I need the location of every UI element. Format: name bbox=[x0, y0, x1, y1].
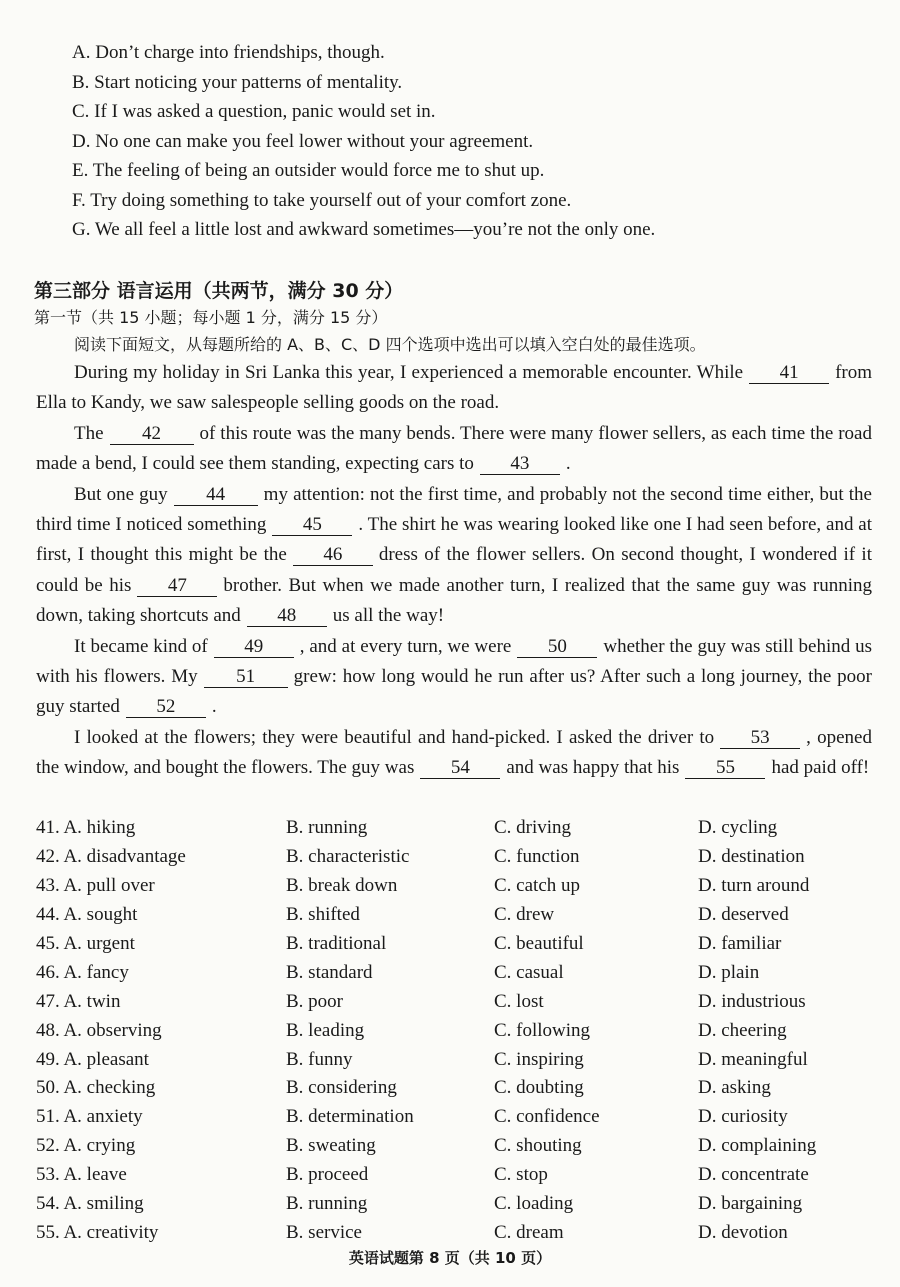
choice-a: 42. A. disadvantage bbox=[36, 846, 186, 868]
option-line: A. Don’t charge into friendships, though. bbox=[72, 42, 385, 63]
option-line: D. No one can make you feel lower without your agreement. bbox=[72, 130, 534, 152]
blank-50: 50 bbox=[517, 636, 597, 658]
passage-text: grew: how long would he run after us? After such a long journey, the poor guy started bbox=[36, 666, 872, 718]
choice-a: 48. A. observing bbox=[36, 1019, 162, 1041]
blank-49: 49 bbox=[214, 636, 294, 658]
choice-b: B. leading bbox=[286, 1019, 365, 1041]
choice-d: D. familiar bbox=[698, 933, 782, 954]
choice-c: C. inspiring bbox=[494, 1048, 584, 1070]
choice-b: B. characteristic bbox=[286, 846, 410, 868]
question-row bbox=[36, 958, 876, 987]
choice-c: C. drew bbox=[494, 904, 555, 926]
page-footer: 英语试题第 8 页（共 10 页） bbox=[348, 1249, 552, 1267]
passage-text: my attention: not the first time, and probably not the second time either, but the third time I noticed something bbox=[36, 483, 872, 536]
blank-54: 54 bbox=[420, 757, 500, 779]
choice-c: C. loading bbox=[494, 1193, 574, 1215]
blank-48: 48 bbox=[247, 605, 327, 627]
passage-text: . bbox=[211, 696, 217, 718]
passage-text: dress of the flower sellers. On second thought, I wondered if it could be his bbox=[36, 544, 872, 596]
choice-a: 53. A. leave bbox=[36, 1164, 127, 1186]
choice-a: 41. A. hiking bbox=[36, 817, 136, 839]
passage-text: . The shirt he was wearing looked like one I had seen before, and at first, I thought this might be the bbox=[36, 514, 872, 566]
passage-text: of this route was the many bends. There were many flower sellers, as each time the road made a bend, I could see them standing, expecting cars to bbox=[36, 422, 872, 475]
option-line: G. We all feel a little lost and awkward sometimes—you’re not the only one. bbox=[72, 219, 656, 240]
option-line: F. Try doing something to take yourself out of your comfort zone. bbox=[72, 189, 572, 211]
choice-b: B. determination bbox=[286, 1106, 414, 1128]
choice-a: 46. A. fancy bbox=[36, 961, 129, 983]
choice-c: C. function bbox=[494, 846, 580, 868]
choice-c: C. doubting bbox=[494, 1077, 584, 1099]
paragraph bbox=[36, 480, 872, 632]
question-row bbox=[36, 1132, 876, 1161]
choice-d: D. complaining bbox=[698, 1135, 817, 1157]
choice-a: 47. A. twin bbox=[36, 990, 121, 1012]
choice-c: C. stop bbox=[494, 1164, 548, 1186]
question-row bbox=[36, 1161, 876, 1190]
choice-d: D. bargaining bbox=[698, 1193, 803, 1215]
passage-text: I looked at the flowers; they were beautiful and hand-picked. I asked the driver to bbox=[74, 726, 715, 748]
choice-b: B. traditional bbox=[286, 933, 387, 954]
choice-b: B. proceed bbox=[286, 1164, 369, 1186]
blank-45: 45 bbox=[272, 514, 352, 536]
choice-a: 45. A. urgent bbox=[36, 933, 135, 954]
answer-choices bbox=[36, 814, 876, 1247]
choice-b: B. considering bbox=[286, 1077, 397, 1099]
section-heading: 第一节（共 15 小题；每小题 1 分，满分 15 分） bbox=[34, 308, 388, 327]
passage-text: had paid off! bbox=[771, 757, 870, 779]
choice-c: C. beautiful bbox=[494, 933, 584, 954]
blank-42: 42 bbox=[110, 423, 194, 445]
choice-d: D. asking bbox=[698, 1077, 771, 1099]
choice-d: D. industrious bbox=[698, 990, 806, 1012]
passage-text: whether the guy was still behind us with his flowers. My bbox=[36, 635, 872, 688]
choice-d: D. concentrate bbox=[698, 1164, 809, 1186]
question-row bbox=[36, 872, 876, 901]
passage-text: and was happy that his bbox=[506, 757, 680, 779]
choice-c: C. dream bbox=[494, 1221, 564, 1243]
passage-text: us all the way! bbox=[332, 605, 445, 627]
passage-text: . bbox=[565, 453, 571, 475]
passage-text: , and at every turn, we were bbox=[299, 635, 512, 657]
blank-55: 55 bbox=[685, 757, 765, 779]
choice-d: D. cheering bbox=[698, 1019, 787, 1041]
choice-c: C. driving bbox=[494, 817, 572, 839]
choice-c: C. casual bbox=[494, 961, 564, 983]
paragraph bbox=[36, 419, 872, 480]
choice-c: C. catch up bbox=[494, 875, 581, 897]
passage-text: During my holiday in Sri Lanka this year, I experienced a memorable encounter. While bbox=[74, 362, 744, 383]
question-row bbox=[36, 901, 876, 930]
choice-a: 50. A. checking bbox=[36, 1077, 156, 1099]
choice-b: B. break down bbox=[286, 875, 398, 897]
choice-b: B. running bbox=[286, 817, 368, 839]
question-row bbox=[36, 1190, 876, 1219]
choice-b: B. service bbox=[286, 1221, 362, 1243]
paragraph bbox=[36, 358, 872, 419]
question-row bbox=[36, 930, 876, 959]
choice-c: C. confidence bbox=[494, 1106, 600, 1128]
passage-text: But one guy bbox=[74, 483, 168, 505]
blank-47: 47 bbox=[137, 575, 217, 597]
blank-53: 53 bbox=[720, 727, 800, 749]
choice-a: 52. A. crying bbox=[36, 1135, 136, 1157]
choice-a: 43. A. pull over bbox=[36, 875, 155, 897]
choice-a: 49. A. pleasant bbox=[36, 1048, 149, 1070]
choice-a: 51. A. anxiety bbox=[36, 1106, 143, 1128]
part-heading: 第三部分 语言运用（共两节，满分 30 分） bbox=[34, 280, 404, 302]
choice-a: 54. A. smiling bbox=[36, 1193, 144, 1215]
choice-c: C. shouting bbox=[494, 1135, 582, 1157]
passage-text: from Ella to Kandy, we saw salespeople selling goods on the road. bbox=[36, 362, 872, 414]
option-line: C. If I was asked a question, panic would set in. bbox=[72, 101, 436, 122]
question-row bbox=[36, 1103, 876, 1132]
question-row bbox=[36, 843, 876, 872]
choice-d: D. destination bbox=[698, 846, 805, 868]
choice-b: B. sweating bbox=[286, 1135, 376, 1157]
blank-51: 51 bbox=[204, 666, 288, 688]
question-row bbox=[36, 987, 876, 1016]
choice-d: D. deserved bbox=[698, 904, 789, 926]
choice-b: B. standard bbox=[286, 961, 373, 983]
choice-b: B. running bbox=[286, 1193, 368, 1215]
question-row bbox=[36, 1218, 876, 1247]
choice-b: B. shifted bbox=[286, 904, 360, 926]
cloze-passage bbox=[36, 358, 872, 784]
question-row bbox=[36, 814, 876, 843]
choice-c: C. following bbox=[494, 1019, 591, 1041]
option-line: B. Start noticing your patterns of mentality. bbox=[72, 71, 403, 93]
passage-text: It became kind of bbox=[74, 635, 208, 657]
blank-44: 44 bbox=[174, 484, 258, 506]
passage-text: , opened the window, and bought the flowers. The guy was bbox=[36, 726, 872, 779]
choice-b: B. funny bbox=[286, 1048, 353, 1070]
choice-b: B. poor bbox=[286, 990, 343, 1012]
choice-c: C. lost bbox=[494, 990, 544, 1012]
blank-41: 41 bbox=[749, 362, 829, 384]
choice-a: 44. A. sought bbox=[36, 904, 138, 926]
choice-d: D. turn around bbox=[698, 875, 810, 897]
passage-text: brother. But when we made another turn, I realized that the same guy was running down, taking shortcuts and bbox=[36, 574, 872, 627]
blank-43: 43 bbox=[480, 453, 560, 475]
question-row bbox=[36, 1074, 876, 1103]
paragraph bbox=[36, 723, 872, 784]
blank-46: 46 bbox=[293, 544, 373, 566]
blank-52: 52 bbox=[126, 696, 206, 718]
question-row bbox=[36, 1016, 876, 1045]
choice-d: D. devotion bbox=[698, 1221, 788, 1243]
passage-text: The bbox=[74, 422, 104, 444]
previous-section-options bbox=[72, 38, 872, 245]
paragraph bbox=[36, 632, 872, 723]
choice-d: D. cycling bbox=[698, 817, 778, 839]
question-row bbox=[36, 1045, 876, 1074]
choice-a: 55. A. creativity bbox=[36, 1221, 159, 1243]
choice-d: D. meaningful bbox=[698, 1048, 808, 1070]
option-line: E. The feeling of being an outsider would force me to shut up. bbox=[72, 160, 545, 181]
instruction-text: 阅读下面短文，从每题所给的 A、B、C、D 四个选项中选出可以填入空白处的最佳选项。 bbox=[74, 335, 706, 354]
choice-d: D. plain bbox=[698, 961, 760, 983]
choice-d: D. curiosity bbox=[698, 1106, 788, 1128]
